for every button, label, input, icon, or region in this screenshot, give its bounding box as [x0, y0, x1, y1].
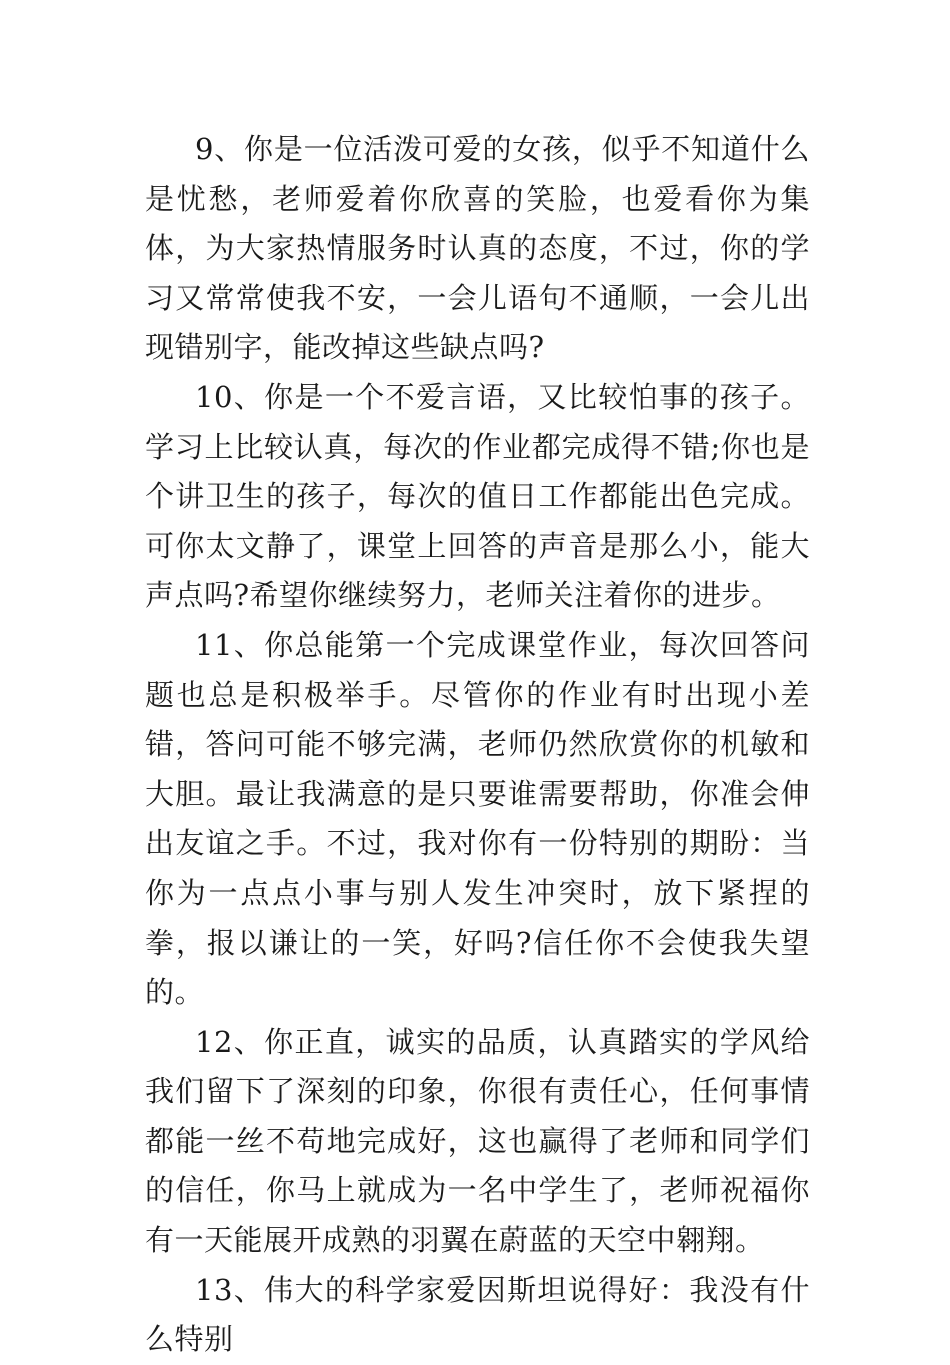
paragraph-11: 11、你总能第一个完成课堂作业，每次回答问题也总是积极举手。尽管你的作业有时出现小差错，答问可能不够完满，老师仍然欣赏你的机敏和大胆。最让我满意的是只要谁需要帮助，你准会伸出友谊之手。不过，我对你有一份特别的期盼：当你为一点点小事与别人发生冲突时，放下紧捏的拳，报以谦让的一笑，好吗?信任你不会使我失望的。 [145, 627, 810, 1010]
paragraph-10: 10、你是一个不爱言语，又比较怕事的孩子。学习上比较认真，每次的作业都完成得不错;你也是个讲卫生的孩子，每次的值日工作都能出色完成。可你太文静了，课堂上回答的声音是那么小，能大声点吗?希望你继续努力，老师关注着你的进步。 [145, 379, 810, 613]
paragraph-13: 13、伟大的科学家爱因斯坦说得好：我没有什么特别 [145, 1272, 810, 1357]
paragraph-9: 9、你是一位活泼可爱的女孩，似乎不知道什么是忧愁，老师爱着你欣喜的笑脸，也爱看你为集体，为大家热情服务时认真的态度，不过，你的学习又常常使我不安，一会儿语句不通顺，一会儿出现错别字，能改掉这些缺点吗? [145, 132, 810, 365]
paragraph-12: 12、你正直，诚实的品质，认真踏实的学风给我们留下了深刻的印象，你很有责任心，任何事情都能一丝不苟地完成好，这也赢得了老师和同学们的信任，你马上就成为一名中学生了，老师祝福你有一天能展开成熟的羽翼在蔚蓝的天空中翱翔。 [145, 1024, 810, 1258]
document-body [145, 125, 810, 1365]
